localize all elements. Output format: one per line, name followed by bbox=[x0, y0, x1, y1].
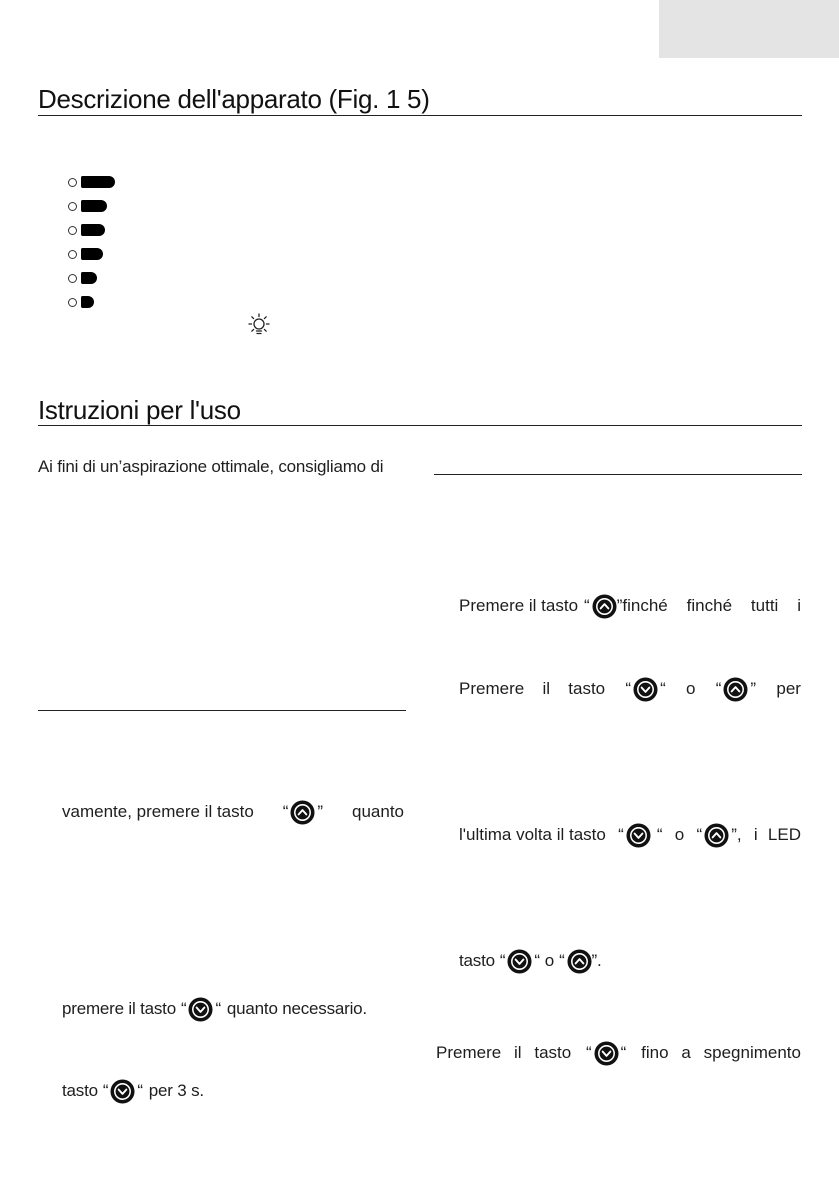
right-line-2 bbox=[459, 676, 801, 702]
quote-mark: “ bbox=[584, 596, 590, 615]
text-segment: il bbox=[513, 1043, 522, 1062]
arrow-down-button-icon bbox=[188, 997, 213, 1022]
quote-mark: ” bbox=[317, 802, 324, 821]
led-icon bbox=[68, 226, 77, 235]
arrow-up-button-icon bbox=[567, 949, 592, 974]
quote-mark: “ bbox=[625, 679, 632, 698]
quote-mark: “ bbox=[586, 1043, 592, 1062]
arrow-up-button-icon bbox=[723, 677, 748, 702]
text-segment: l'ultima volta il tasto bbox=[459, 825, 606, 844]
right-line-1 bbox=[459, 593, 801, 619]
text-segment: i bbox=[753, 825, 758, 844]
arrow-down-button-icon bbox=[110, 1079, 135, 1104]
quote-mark: “ bbox=[137, 1081, 143, 1100]
text-segment: tasto bbox=[568, 679, 606, 698]
left-line-c bbox=[62, 1078, 204, 1104]
level-indicator-3 bbox=[68, 246, 115, 262]
led-icon bbox=[68, 250, 77, 259]
text-segment: fino bbox=[641, 1043, 669, 1062]
text-segment: Premere il tasto bbox=[459, 596, 579, 615]
quote-mark: “ bbox=[660, 679, 666, 698]
quoted-button bbox=[281, 800, 325, 825]
text-segment: tasto bbox=[459, 951, 495, 970]
quote-mark: “ bbox=[620, 1043, 627, 1062]
text-segment: premere il tasto bbox=[62, 999, 176, 1018]
level-indicator-5 bbox=[68, 198, 115, 214]
quote-mark: ”. bbox=[591, 951, 602, 970]
arrow-up-button-icon bbox=[704, 823, 729, 848]
text-segment: tasto bbox=[62, 1081, 98, 1100]
text-segment: o bbox=[674, 825, 685, 844]
text-segment: quanto necessario. bbox=[226, 999, 367, 1018]
text-segment: Premere bbox=[459, 679, 525, 698]
text-segment: quanto bbox=[352, 802, 404, 821]
quote-mark: “ bbox=[282, 802, 289, 821]
quote-mark: “ bbox=[180, 999, 187, 1018]
arrow-down-button-icon bbox=[633, 677, 658, 702]
text-segment: o bbox=[686, 679, 696, 698]
level-indicator-1 bbox=[68, 294, 115, 310]
led-icon bbox=[68, 274, 77, 283]
quote-mark: “ bbox=[656, 825, 663, 844]
left-column-rule bbox=[38, 710, 406, 711]
intro-paragraph: Ai fini di un’aspirazione ottimale, consigliamo di bbox=[38, 457, 384, 476]
right-line-3 bbox=[459, 822, 801, 848]
right-column-rule bbox=[434, 474, 802, 475]
text-segment: per bbox=[776, 679, 801, 698]
arrow-up-button-icon bbox=[290, 800, 315, 825]
text-segment: il bbox=[542, 679, 551, 698]
quote-mark: “ bbox=[559, 951, 565, 970]
page-tab-marker bbox=[659, 0, 839, 58]
arrow-down-button-icon bbox=[626, 823, 651, 848]
right-line-5 bbox=[436, 1040, 801, 1066]
level-bar-icon bbox=[81, 248, 103, 260]
quote-mark: “ bbox=[696, 825, 703, 844]
text-segment: tutti bbox=[750, 596, 779, 615]
level-indicator-4 bbox=[68, 222, 115, 238]
arrow-down-button-icon bbox=[507, 949, 532, 974]
level-indicator-list bbox=[68, 174, 115, 310]
quote-mark: “ bbox=[715, 679, 722, 698]
quoted-button bbox=[616, 823, 664, 848]
led-icon bbox=[68, 178, 77, 187]
quote-mark: “ bbox=[499, 951, 506, 970]
led-icon bbox=[68, 202, 77, 211]
text-segment: per 3 s. bbox=[148, 1081, 204, 1100]
text-segment: finché bbox=[622, 596, 668, 615]
text-segment: LED bbox=[767, 825, 801, 844]
quote-mark: ”, bbox=[731, 825, 742, 844]
section-rule-description bbox=[38, 115, 802, 116]
level-bar-icon bbox=[81, 272, 97, 284]
section-rule-instructions bbox=[38, 425, 802, 426]
level-indicator-6 bbox=[68, 174, 115, 190]
level-bar-icon bbox=[81, 296, 94, 308]
quoted-button bbox=[714, 677, 758, 702]
right-line-4 bbox=[459, 948, 602, 974]
quote-mark: “ bbox=[102, 1081, 109, 1100]
quote-mark: ” bbox=[750, 679, 757, 698]
level-bar-icon bbox=[81, 176, 115, 188]
quote-mark: “ bbox=[618, 825, 624, 844]
section-title-instructions: Istruzioni per l'uso bbox=[38, 395, 241, 425]
section-title-description: Descrizione dell'apparato (Fig. 1 5) bbox=[38, 84, 430, 114]
text-segment bbox=[459, 594, 668, 619]
left-line-a bbox=[62, 799, 404, 825]
text-segment: o bbox=[544, 951, 555, 970]
quote-mark: ” bbox=[616, 596, 623, 615]
text-segment: tasto bbox=[534, 1043, 572, 1062]
arrow-up-button-icon bbox=[592, 594, 617, 619]
text-segment: i bbox=[797, 596, 801, 615]
text-segment: spegnimento bbox=[703, 1043, 801, 1062]
quote-mark: “ bbox=[534, 951, 540, 970]
quoted-button bbox=[695, 823, 744, 848]
light-bulb-icon bbox=[247, 313, 271, 339]
arrow-down-button-icon bbox=[594, 1041, 619, 1066]
quote-mark: “ bbox=[215, 999, 221, 1018]
quoted-button bbox=[623, 677, 667, 702]
text-segment: a bbox=[681, 1043, 691, 1062]
text-segment: Premere bbox=[436, 1043, 502, 1062]
level-bar-icon bbox=[81, 224, 105, 236]
level-indicator-2 bbox=[68, 270, 115, 286]
text-segment: vamente, premere il tasto bbox=[62, 802, 254, 821]
quoted-button bbox=[584, 1041, 628, 1066]
text-segment: finché bbox=[686, 596, 733, 615]
led-icon bbox=[68, 298, 77, 307]
left-line-b bbox=[62, 996, 367, 1022]
level-bar-icon bbox=[81, 200, 107, 212]
